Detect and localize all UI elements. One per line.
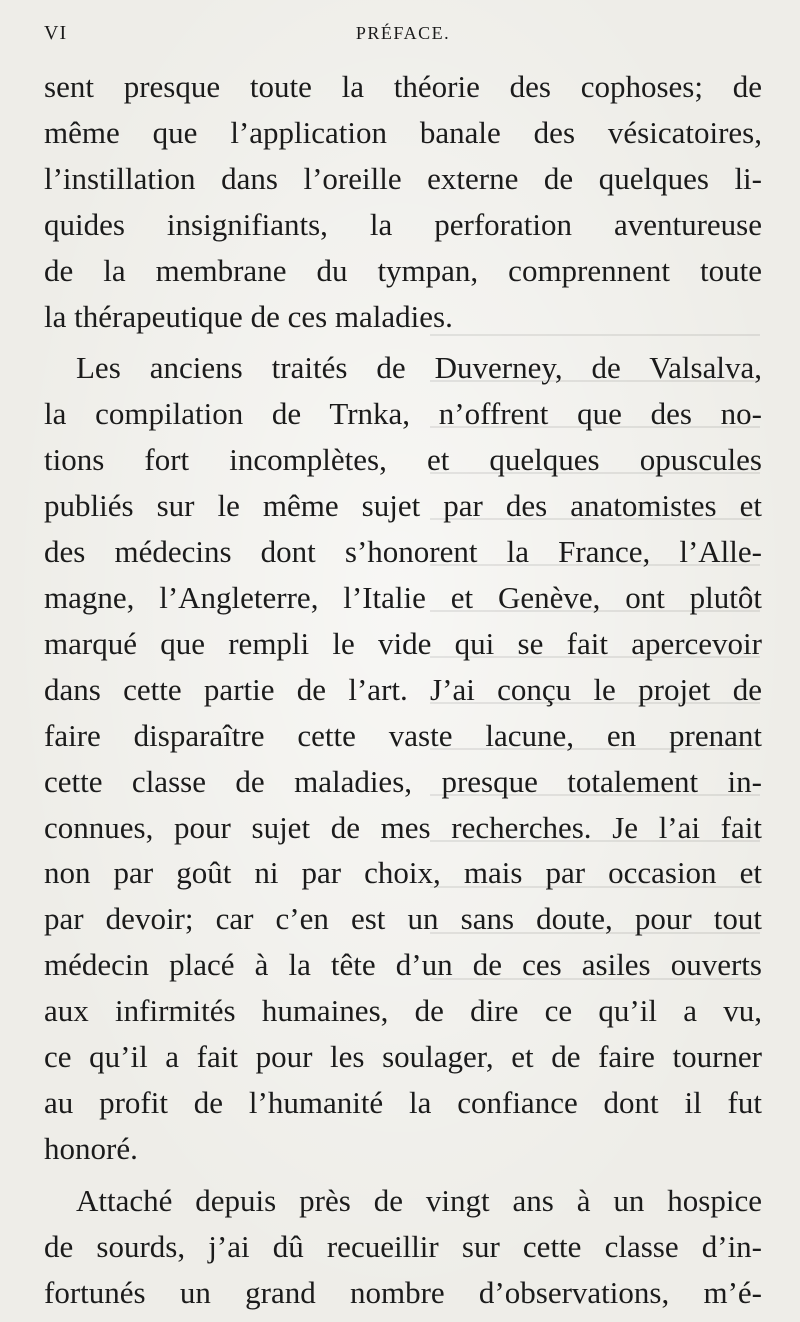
text-line: par devoir; car c’en est un sans doute, pour tout — [44, 901, 762, 937]
text-line: publiés sur le même sujet par des anatomistes et — [44, 488, 762, 524]
text-line: au profit de l’humanité la confiance dont il fut — [44, 1084, 762, 1120]
text-line: sent presque toute la théorie des cophoses; de — [44, 69, 762, 104]
text-line: quides insignifiants, la perforation aventureuse — [44, 206, 762, 242]
paragraph — [44, 64, 762, 339]
text-line: de sourds, j’ai dû recueillir sur cette classe d’in- — [44, 1228, 762, 1264]
text-line: l’instillation dans l’oreille externe de quelques li- — [44, 160, 762, 196]
text-line: cette classe de maladies, presque totalement in- — [44, 763, 762, 799]
text-line: la compilation de Trnka, n’offrent que des no- — [44, 396, 762, 432]
text-line: magne, l’Angleterre, l’Italie et Genève, ont plutôt — [44, 579, 762, 615]
page-number: VI — [44, 22, 68, 44]
paragraph — [44, 345, 762, 1171]
text-line: fortunés un grand nombre d’observations, m’é- — [44, 1274, 762, 1310]
text-line: honoré. — [44, 1130, 138, 1166]
text-line: des médecins dont s’honorent la France, l’Alle- — [44, 534, 762, 570]
running-head — [44, 14, 762, 58]
text-line: ce qu’il a fait pour les soulager, et de faire tourner — [44, 1039, 762, 1075]
text-line: la thérapeutique de ces maladies. — [44, 298, 453, 334]
text-line: Attaché depuis près de vingt ans à un hospice — [76, 1182, 762, 1218]
text-line: aux infirmités humaines, de dire ce qu’il a vu, — [44, 993, 762, 1029]
text-line: médecin placé à la tête d’un de ces asiles ouverts — [44, 947, 762, 983]
text-line: même que l’application banale des vésicatoires, — [44, 114, 762, 150]
running-title: PRÉFACE. — [355, 23, 451, 43]
text-line: non par goût ni par choix, mais par occasion et — [44, 855, 762, 891]
text-line: faire disparaître cette vaste lacune, en prenant — [44, 717, 762, 753]
paragraph — [44, 1178, 762, 1316]
text-line: Les anciens traités de Duverney, de Valsalva, — [76, 350, 762, 386]
body-text — [44, 64, 762, 1315]
text-line: connues, pour sujet de mes recherches. Je l’ai fait — [44, 809, 762, 845]
text-line: de la membrane du tympan, comprennent toute — [44, 252, 762, 288]
text-line: dans cette partie de l’art. J’ai conçu le projet de — [44, 671, 762, 707]
text-line: marqué que rempli le vide qui se fait apercevoir — [44, 625, 762, 661]
text-line: tions fort incomplètes, et quelques opuscules — [44, 442, 762, 478]
